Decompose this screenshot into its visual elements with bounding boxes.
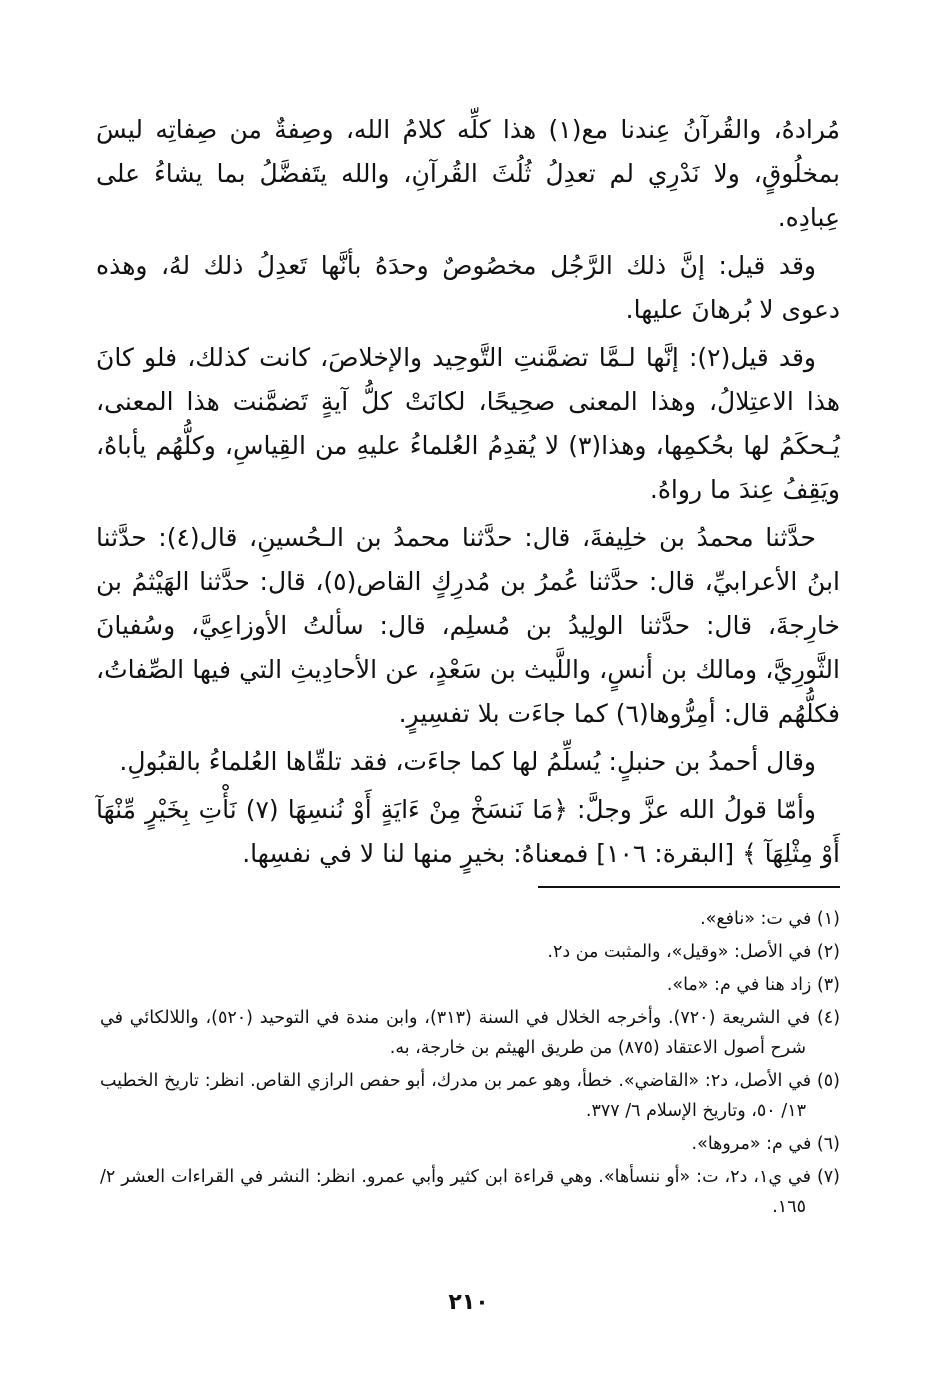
footnotes-section — [100, 904, 840, 1225]
footnote-6: (٦) في م: «مروها». — [691, 1134, 840, 1154]
paragraph-3: وقد قيل(٢): إنَّها لـمَّا تضمَّنتِ التَّوحِيد والإخلاصَ، كانت كذلك، فلو كانَ هذا الاعتِلالُ، وهذا المعنى صحِيحًا، لكانَتْ كلُّ آيةٍ تَضمَّنت هذا المعنى، يُـحكَمُ لها بحُكمِها، وهذا(٣) لا يُقدِمُ العُلماءُ عليهِ من القِياسِ، وكلُّهُم يأباهُ، ويَقِفُ عِندَ ما رواهُ. — [96, 343, 840, 504]
footnote-1: (١) في ت: «نافع». — [700, 909, 840, 929]
paragraph-5: وقال أحمدُ بن حنبلٍ: يُسلِّمُ لها كما جاءَت، فقد تلقّاها العُلماءُ بالقبُولِ. — [119, 747, 816, 776]
footnote-3: (٣) زاد هنا في م: «ما». — [666, 975, 840, 995]
footnote-7: (٧) في ي١، د٢، ت: «أو ننسأها». وهي قراءة ابن كثير وأبي عمرو. انظر: النشر في القراءات العشر ٢/ ١٦٥. — [100, 1167, 840, 1217]
paragraph-1: مُرادهُ، والقُرآنُ عِندنا مع(١) هذا كلِّه كلامُ الله، وصِفةٌ من صِفاتِه ليسَ بمخلُوقٍ، ولا نَدْرِي لم تعدِلُ ثُلُثَ القُرآنِ، والله يتَفضَّلُ بما يشاءُ على عِبادِه. — [96, 115, 841, 232]
paragraph-6: وأمّا قولُ الله عزَّ وجلَّ: ﴿مَا نَنسَخْ مِنْ ءَايَةٍ أَوْ نُنسِهَا (٧) نَأْتِ بِخَيْرٍ مِّنْهَآ أَوْ مِثْلِهَآ ﴾ [البقرة: ١٠٦] فمعناهُ: بخيرٍ منها لنا لا في نفسِها. — [96, 795, 840, 868]
main-text-body — [96, 108, 840, 880]
footnote-4: (٤) في الشريعة (٧٢٠). وأخرجه الخلال في السنة (٣١٣)، وابن مندة في التوحيد (٥٢٠)، واللالكائي في شرح أصول الاعتقاد (٨٧٥) من طريق الهيثم بن خارجة، به. — [100, 1008, 841, 1058]
footnote-divider — [538, 886, 840, 888]
footnote-5: (٥) في الأصل، د٢: «القاضي». خطأ، وهو عمر بن مدرك، أبو حفص الرازي القاص. انظر: تاريخ الخطيب ١٣/ ٥٠، وتاريخ الإسلام ٦/ ٣٧٧. — [100, 1071, 840, 1121]
page-number: ٢١٠ — [448, 1290, 489, 1315]
footnote-2: (٢) في الأصل: «وقيل»، والمثبت من د٢. — [547, 942, 840, 962]
paragraph-4: حدَّثنا محمدُ بن خلِيفةَ، قال: حدَّثنا محمدُ بن الـحُسينِ، قال(٤): حدَّثنا ابنُ الأعرابيِّ، قال: حدَّثنا عُمرُ بن مُدرِكٍ القاص(٥)، قال: حدَّثنا الهَيْثمُ بن خارِجةَ، قال: حدَّثنا الولِيدُ بن مُسلِم، قال: سألتُ الأوزاعِيَّ، وسُفيانَ الثَّورِيَّ، ومالك بن أنسٍ، واللَّيث بن سَعْدٍ، عن الأحادِيثِ التي فيها الصِّفاتُ، فكلُّهُم قال: أمِرُّوها(٦) كما جاءَت بلا تفسِيرٍ. — [96, 523, 840, 728]
paragraph-2: وقد قيل: إنَّ ذلك الرَّجُل مخصُوصٌ وحدَهُ بأنَّها تَعدِلُ ذلك لهُ، وهذه دعوى لا بُرهانَ عليها. — [96, 251, 840, 324]
